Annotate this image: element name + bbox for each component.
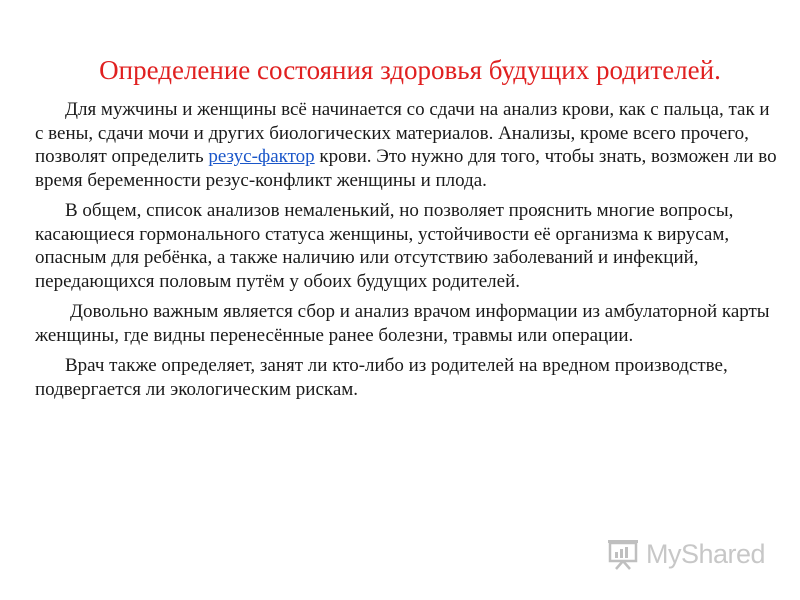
presentation-board-icon xyxy=(606,537,640,571)
slide-body xyxy=(35,98,780,408)
watermark-logo xyxy=(606,536,766,572)
paragraph-2: В общем, список анализов немаленький, но позволяет прояснить многие вопросы, касающиеся гормонального статуса женщины, устойчивости её организма к вирусам, опасным для ребёнка, а также наличию или отсутствию заболеваний и инфекций, передающихся половым путём у обоих будущих родителей. xyxy=(35,200,734,292)
rh-factor-link[interactable]: резус-фактор xyxy=(208,146,315,167)
watermark-text: MyShared xyxy=(646,538,766,569)
paragraph-1-end: крови. Это нужно для того, чтобы знать, возможен ли во время беременности резус-конфликт женщины и плода. xyxy=(35,146,777,191)
paragraph-4: Врач также определяет, занят ли кто-либо из родителей на вредном производстве, подвергается ли экологическим рискам. xyxy=(35,355,728,400)
paragraph-1-start: Для мужчины и женщины всё начинается со сдачи на анализ крови, как с пальца, так и с вены, сдачи мочи и других биологических материалов. Анализы, кроме всего прочего, позволят определить xyxy=(35,99,770,167)
slide-title: Определение состояния здоровья будущих родителей. xyxy=(99,55,721,85)
paragraph-3: Довольно важным является сбор и анализ врачом информации из амбулаторной карты женщины, где видны перенесённые ранее болезни, травмы или операции. xyxy=(35,301,770,346)
paragraph-1 xyxy=(35,98,780,192)
